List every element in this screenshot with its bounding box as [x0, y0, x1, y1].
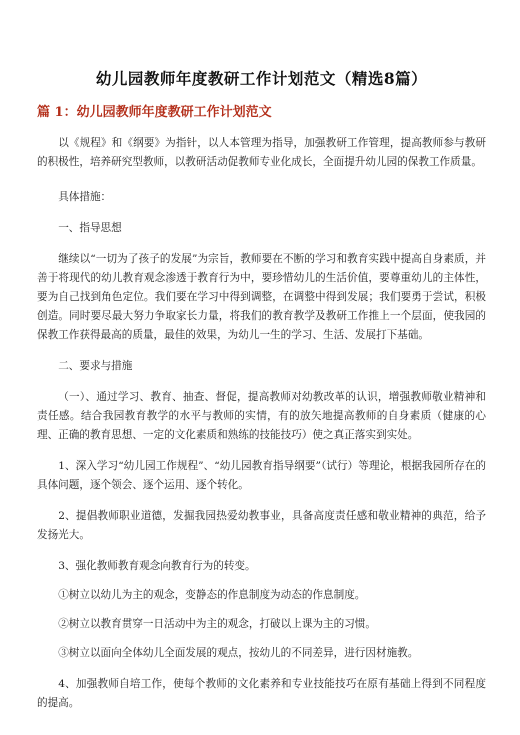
section-heading: 篇 1：幼儿园教师年度教研工作计划范文 — [37, 105, 272, 120]
guiding-ideology-heading: 一、指导思想 — [58, 222, 122, 234]
sub-item-1: ①树立以幼儿为主的观念，变静态的作息制度为动态的作息制度。 — [58, 589, 366, 601]
requirement-1-paragraph: （一）、通过学习、教育、抽查、督促，提高教师对幼教改革的认识，增强教师敬业精神和责任感。结合我园教育教学的水平与教师的实情，有的放矢地提高教师的自身素质（健康的心理、正确的教育思想、一定的文化素质和熟练的技能技巧）使之真正落实到实处。 — [37, 391, 486, 441]
measure-item-2: 2、提倡教师职业道德，发掘我园热爱幼教事业，具备高度责任感和敬业精神的典范，给予发扬光大。 — [37, 510, 486, 541]
guiding-ideology-paragraph: 继续以“一切为了孩子的发展”为宗旨，教师要在不断的学习和教育实践中提高自身素质，并善于将现代的幼儿教育观念渗透于教育行为中，要珍惜幼儿的生活价值，要尊重幼儿的主体性，要为自己找到角色定位。我们要在学习中得到调整，在调整中得到发展；我们要勇于尝试，积极创造。同时要尽最大努力争取家长力量，将我们的教育教学及教研工作推上一个层面，使我园的保教工作获得最高的质量，最佳的效果，为幼儿一生的学习、生活、发展打下基础。 — [37, 253, 486, 341]
measure-item-1: 1、深入学习“幼儿园工作规程”、“幼儿园教育指导纲要”（试行）等理论，根据我园所存在的具体问题，逐个领会、逐个运用、逐个转化。 — [37, 460, 486, 491]
sub-item-3: ③树立以面向全体幼儿全面发展的观点，按幼儿的不同差异，进行因材施教。 — [58, 647, 419, 659]
intro-paragraph: 以《规程》和《纲要》为指针，以人本管理为指导，加强教研工作管理，提高教师参与教研的积极性，培养研究型教师，以教研活动促教师专业化成长，全面提升幼儿园的保教工作质量。 — [37, 137, 486, 168]
requirements-heading: 二、要求与措施 — [58, 360, 133, 372]
measures-label: 具体措施： — [58, 191, 112, 203]
document-title: 幼儿园教师年度教研工作计划范文（精选8篇） — [95, 69, 428, 88]
measure-item-3: 3、强化教师教育观念向教育行为的转变。 — [58, 560, 256, 572]
sub-item-2: ②树立以教育贯穿一日活动中为主的观念，打破以上课为主的习惯。 — [58, 618, 376, 630]
measure-item-4: 4、加强教师自培工作，使每个教师的文化素养和专业技能技巧在原有基础上得到不同程度的提高。 — [37, 678, 486, 709]
